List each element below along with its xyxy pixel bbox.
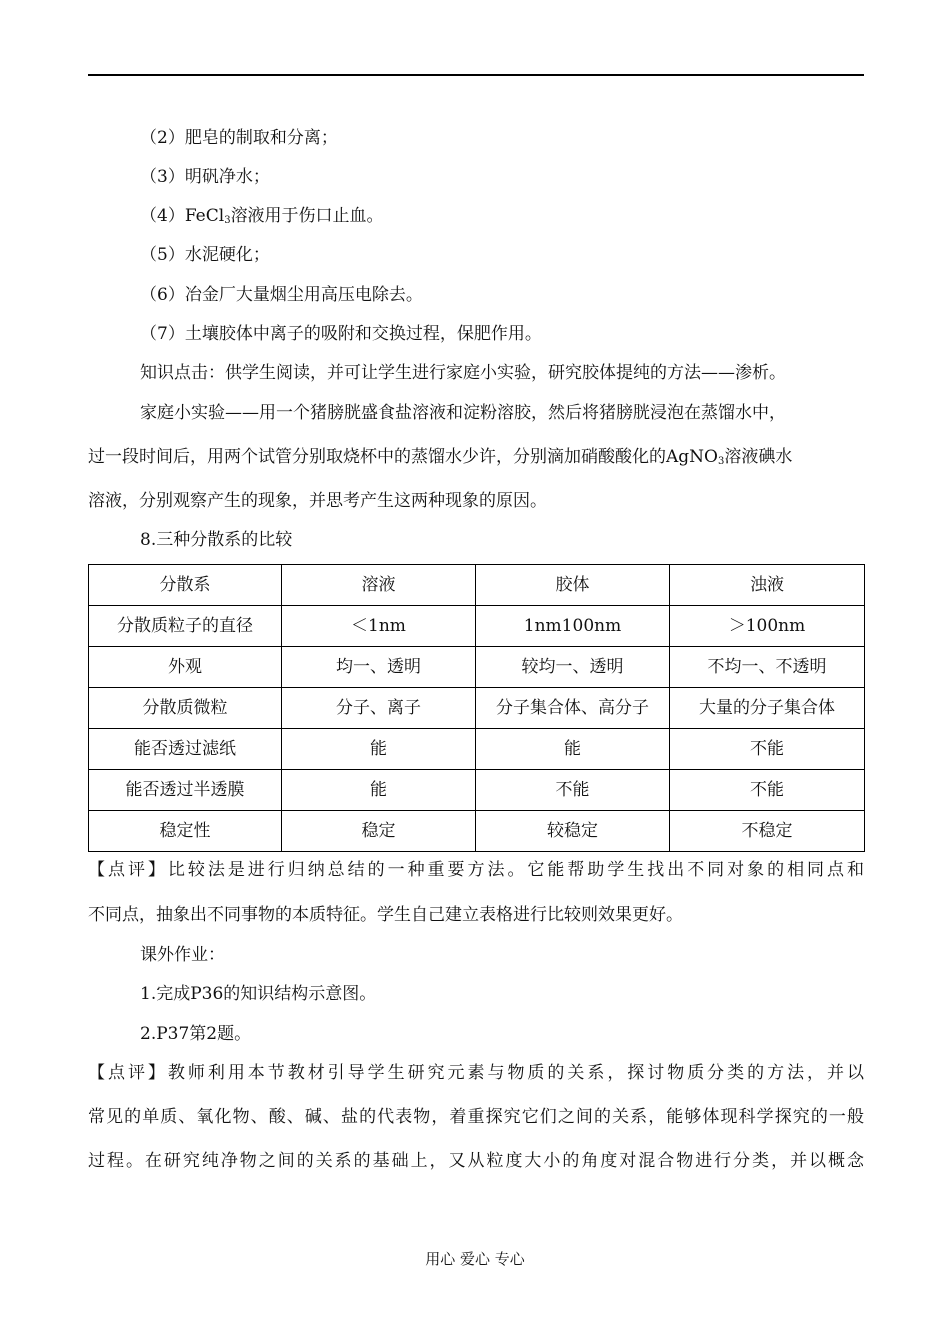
table-cell: ＜1nm [282,606,476,647]
table-row [89,606,865,647]
homework-title: 课外作业： [140,945,225,965]
experiment-line-2: 过一段时间后，用两个试管分别取烧杯中的蒸馏水少许，分别滴加硝酸酸化的AgNO$_3$溶液碘水 [88,447,793,467]
table-cell: 大量的分子集合体 [670,688,865,729]
section-title: 8.三种分散系的比较 [140,530,293,550]
table-row [89,688,865,729]
comment-2-line-3: 过程。在研究纯净物之间的关系的基础上，又从粒度大小的角度对混合物进行分类，并以概念 [88,1151,864,1171]
table-cell: 能否透过半透膜 [89,770,282,811]
table-cell: 胶体 [476,565,670,606]
homework-item-2: 2.P37第2题。 [140,1024,252,1044]
header-rule [88,74,864,76]
experiment-line-1: 家庭小实验——用一个猪膀胱盛食盐溶液和淀粉溶胶，然后将猪膀胱浸泡在蒸馏水中， [140,403,786,423]
table-cell: 不稳定 [670,811,865,852]
list-item-5: （5）水泥硬化； [140,245,270,265]
experiment-line-3: 溶液，分别观察产生的现象，并思考产生这两种现象的原因。 [88,491,547,511]
table-cell: 分散质粒子的直径 [89,606,282,647]
homework-item-1: 1.完成P36的知识结构示意图。 [140,984,377,1004]
table-cell: 均一、透明 [282,647,476,688]
knowledge-note: 知识点击：供学生阅读，并可让学生进行家庭小实验，研究胶体提纯的方法——渗析。 [140,363,786,383]
table-cell: 能 [476,729,670,770]
page-footer: 用心 爱心 专心 [425,1250,525,1268]
comment-2-line-2: 常见的单质、氧化物、酸、碱、盐的代表物，着重探究它们之间的关系，能够体现科学探究的一般 [88,1107,864,1127]
table-row [89,811,865,852]
table-cell: 分子集合体、高分子 [476,688,670,729]
table-cell: 稳定 [282,811,476,852]
table-cell: 分散系 [89,565,282,606]
table-row [89,770,865,811]
table-cell: 能 [282,729,476,770]
table-row [89,565,865,606]
table-cell: 能否透过滤纸 [89,729,282,770]
list-item-3: （3）明矾净水； [140,167,270,187]
table-cell: 不能 [670,729,865,770]
table-row [89,647,865,688]
comment-2-line-1: 【点评】教师利用本节教材引导学生研究元素与物质的关系，探讨物质分类的方法，并以 [88,1063,864,1083]
table-cell: 较稳定 [476,811,670,852]
list-item-7: （7）土壤胶体中离子的吸附和交换过程，保肥作用。 [140,324,542,344]
table-cell: 不能 [476,770,670,811]
table-cell: 不均一、不透明 [670,647,865,688]
table-cell: 溶液 [282,565,476,606]
table-cell: 能 [282,770,476,811]
list-item-4: （4）FeCl$_3$溶液用于伤口止血。 [140,206,384,226]
comment-1-line-2: 不同点，抽象出不同事物的本质特征。学生自己建立表格进行比较则效果更好。 [88,905,683,925]
table-cell: 分子、离子 [282,688,476,729]
comparison-table [88,564,865,852]
table-cell: 稳定性 [89,811,282,852]
list-item-6: （6）冶金厂大量烟尘用高压电除去。 [140,285,423,305]
table-cell: 较均一、透明 [476,647,670,688]
comment-1-line-1: 【点评】比较法是进行归纳总结的一种重要方法。它能帮助学生找出不同对象的相同点和 [88,860,864,880]
table-cell: 浊液 [670,565,865,606]
table-cell: 外观 [89,647,282,688]
list-item-2: （2）肥皂的制取和分离； [140,128,338,148]
table-row [89,729,865,770]
table-cell: 不能 [670,770,865,811]
table-cell: 分散质微粒 [89,688,282,729]
table-cell: 1nm100nm [476,606,670,647]
table-cell: ＞100nm [670,606,865,647]
